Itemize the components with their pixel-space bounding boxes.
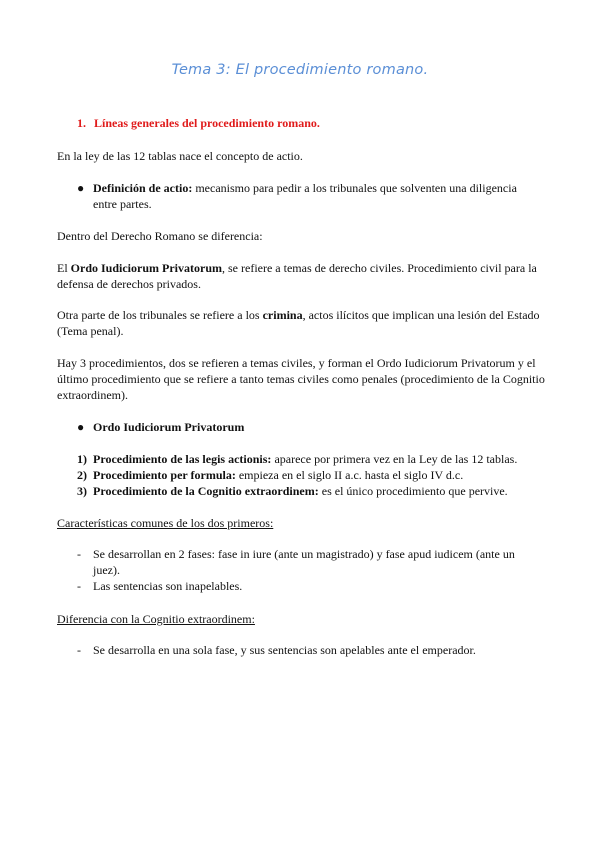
dash-marker: - xyxy=(77,579,81,593)
paragraph-diferencia: Dentro del Derecho Romano se diferencia: xyxy=(57,229,263,243)
list-item xyxy=(77,546,537,578)
definition-body: mecanismo para pedir a los tribunales que solventen una diligencia entre partes. xyxy=(93,181,517,211)
ordo-term: Ordo Iudiciorum Privatorum xyxy=(70,261,222,275)
list-item xyxy=(77,578,537,594)
procedure-item xyxy=(77,467,537,483)
ordo-bullet-text xyxy=(93,419,537,435)
definition-bullet xyxy=(77,180,537,212)
diferencia-heading: Diferencia con la Cognitio extraordinem: xyxy=(57,612,255,626)
caracteristicas-heading: Características comunes de los dos primeros: xyxy=(57,516,274,530)
dash-marker: - xyxy=(77,643,81,657)
ordo-bullet-label: Ordo Iudiciorum Privatorum xyxy=(93,420,245,434)
bullet-icon: ● xyxy=(77,181,85,195)
text-run: , actos ilícitos que implican una lesión del Estado (Tema penal). xyxy=(57,308,540,338)
procedure-number: 1) xyxy=(77,452,87,466)
procedure-name: Procedimiento per formula: xyxy=(93,468,236,482)
text-run: , se refiere a temas de derecho civiles. Procedimiento civil para la defensa de derechos privados. xyxy=(57,261,537,291)
section-number: 1. xyxy=(77,116,86,130)
procedure-number: 3) xyxy=(77,484,87,498)
text-run: Otra parte de los tribunales se refiere a los xyxy=(57,308,263,322)
paragraph-actio: En la ley de las 12 tablas nace el concepto de actio. xyxy=(57,149,303,163)
section-heading xyxy=(77,116,320,131)
procedure-desc: empieza en el siglo II a.c. hasta el siglo IV d.c. xyxy=(235,468,464,482)
procedure-desc: es el único procedimiento que pervive. xyxy=(318,484,508,498)
procedure-name: Procedimiento de la Cognitio extraordinem: xyxy=(93,484,319,498)
list-item-text: Las sentencias son inapelables. xyxy=(93,579,243,593)
ordo-bullet xyxy=(77,419,537,435)
list-item xyxy=(77,642,537,658)
procedure-item xyxy=(77,483,537,499)
procedure-desc: aparece por primera vez en la Ley de las 12 tablas. xyxy=(271,452,518,466)
crimina-term: crimina xyxy=(262,308,303,322)
paragraph-ordo xyxy=(57,260,547,292)
list-item-text: Se desarrollan en 2 fases: fase in iure (ante un magistrado) y fase apud iudicem (ante un juez). xyxy=(93,547,515,577)
document-title: Tema 3: El procedimiento romano. xyxy=(171,62,429,78)
procedure-item xyxy=(77,451,537,467)
list-item-text: Se desarrolla en una sola fase, y sus sentencias son apelables ante el emperador. xyxy=(93,643,476,657)
procedure-number: 2) xyxy=(77,468,87,482)
paragraph-crimina xyxy=(57,307,547,339)
definition-text xyxy=(93,180,537,212)
text-run: El xyxy=(57,261,71,275)
bullet-icon: ● xyxy=(77,420,85,434)
definition-term: Definición de actio: xyxy=(93,181,193,195)
section-label: Líneas generales del procedimiento romano. xyxy=(94,116,320,130)
paragraph-procedimientos: Hay 3 procedimientos, dos se refieren a temas civiles, y forman el Ordo Iudiciorum Privatorum y el último procedimiento que se refiere a tanto temas civiles como penales (procedimiento de la Cognitio extraordinem). xyxy=(57,356,545,402)
procedure-name: Procedimiento de las legis actionis: xyxy=(93,452,272,466)
dash-marker: - xyxy=(77,547,81,561)
